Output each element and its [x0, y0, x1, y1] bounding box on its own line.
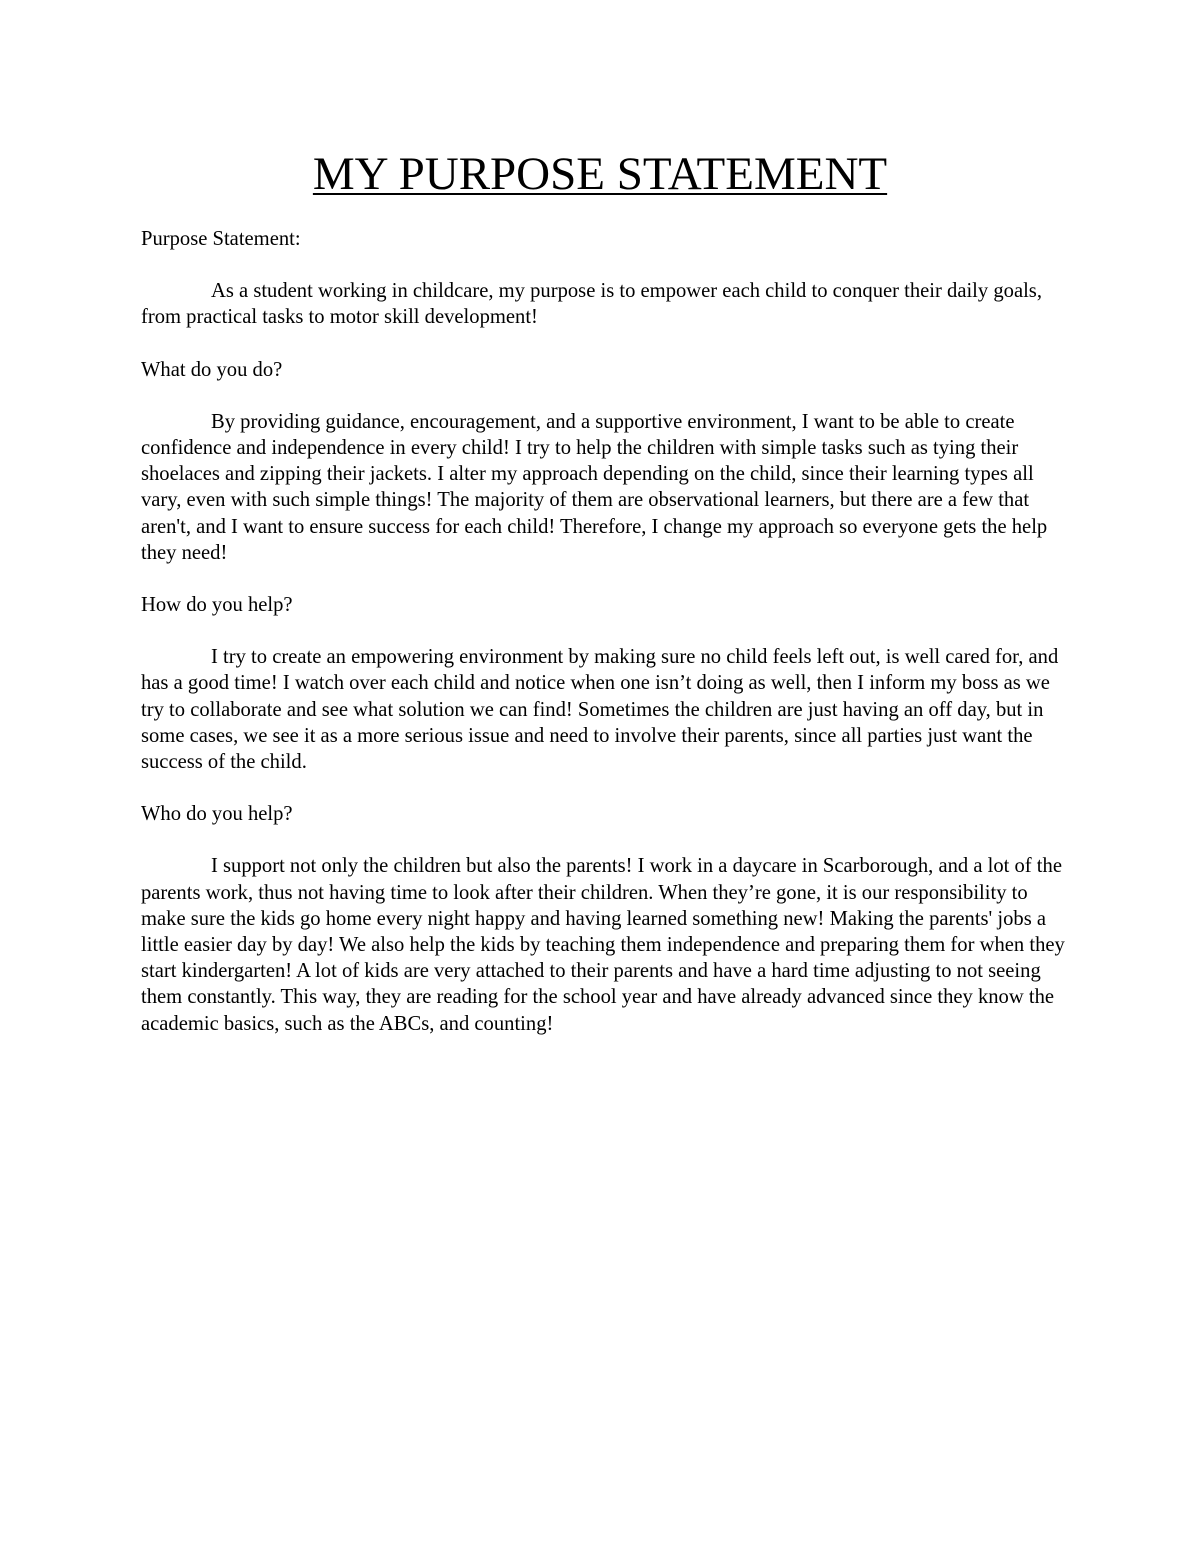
document-title: MY PURPOSE STATEMENT	[312, 148, 888, 200]
section-purpose-statement	[141, 226, 1066, 331]
section-paragraph: As a student working in childcare, my purpose is to empower each child to conquer their daily goals, from practical tasks to motor skill development!	[141, 280, 1042, 329]
section-how-do-you-help	[141, 592, 1066, 775]
section-heading: Purpose Statement:	[141, 228, 301, 250]
section-paragraph: By providing guidance, encouragement, and a supportive environment, I want to be able to create confidence and independence in every child! I try to help the children with simple tasks such as tying their shoelaces and zipping their jackets. I alter my approach depending on the child, since their learning types all vary, even with such simple things! The majority of them are observational learners, but there are a few that aren't, and I want to ensure success for each child! Therefore, I change my approach so everyone gets the help they need!	[141, 410, 1048, 564]
section-heading: Who do you help?	[141, 803, 293, 826]
section-paragraph: I support not only the children but also the parents! I work in a daycare in Scarborough, and a lot of the parents work, thus not having time to look after their children. When they’re gone, it is our responsibility to make sure the kids go home every night happy and having learned something new! Making the parents' jobs a little easier day by day! We also help the kids by teaching them independence and preparing them for when they start kindergarten! A lot of kids are very attached to their parents and have a hard time adjusting to not seeing them constantly. This way, they are reading for the school year and have already advanced since they know the academic basics, such as the ABCs, and counting!	[141, 855, 1065, 1035]
section-heading: What do you do?	[141, 358, 283, 381]
section-heading: How do you help?	[141, 594, 293, 617]
section-what-do-you-do	[141, 357, 1066, 566]
section-who-do-you-help	[141, 801, 1066, 1037]
section-paragraph: I try to create an empowering environment by making sure no child feels left out, is well cared for, and has a good time! I watch over each child and notice when one isn’t doing as well, then I inform my boss as we try to collaborate and see what solution we can find! Sometimes the children are just having an off day, but in some cases, we see it as a more serious issue and need to involve their parents, since all parties just want the success of the child.	[141, 646, 1059, 774]
document-body	[141, 226, 1066, 1063]
